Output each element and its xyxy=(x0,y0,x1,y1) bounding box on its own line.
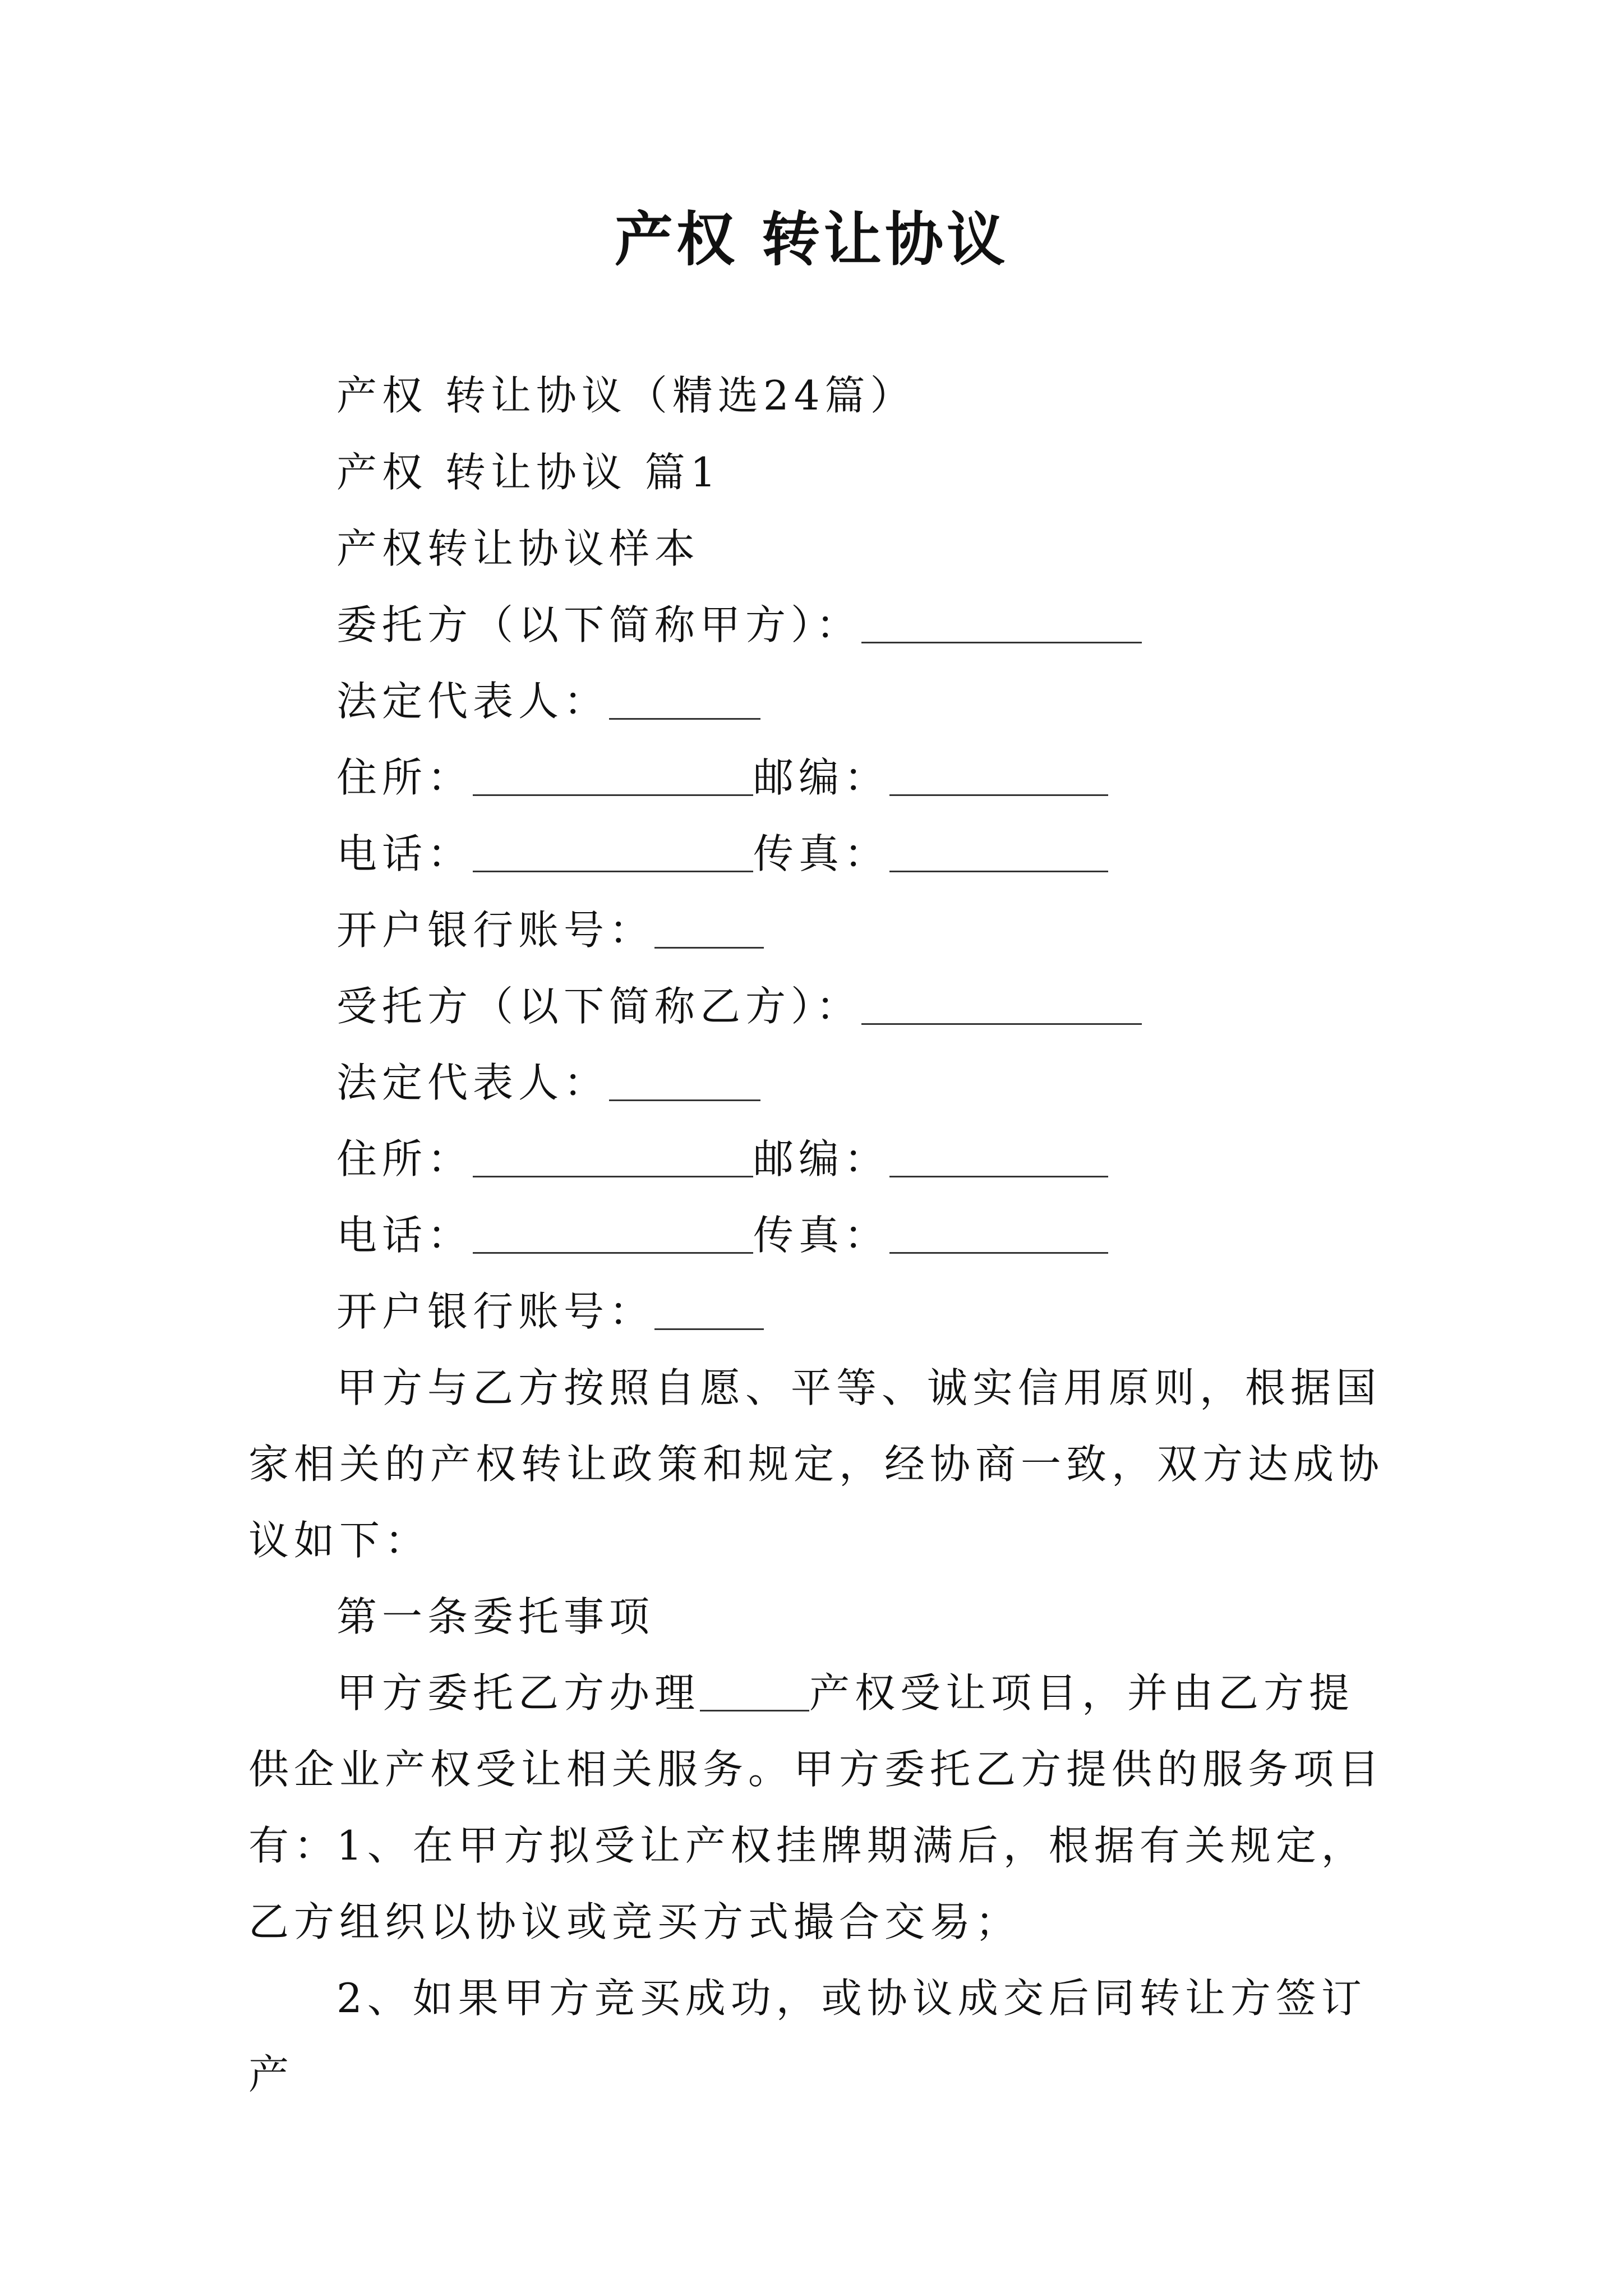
party-a-phone-label: 电话： xyxy=(336,830,473,877)
party-a-rep-blank xyxy=(609,674,760,720)
party-b-rep-blank xyxy=(609,1056,760,1101)
party-b-bank-blank xyxy=(654,1285,764,1330)
party-a-line xyxy=(336,597,1142,653)
party-b-phone-line xyxy=(336,1207,1108,1263)
party-b-bank-line xyxy=(336,1283,764,1340)
chapter-heading: 产权 转让协议 篇1 xyxy=(336,449,721,496)
item-1-paragraph: 1、在甲方拟受让产权挂牌期满后，根据有关规定，乙方组织以协议或竞买方式撮合交易； xyxy=(248,1822,1367,1945)
party-b-line xyxy=(336,978,1142,1034)
party-b-address-label: 住所： xyxy=(336,1135,473,1182)
article-1-text-part2: 产权受让项目，并由乙方提供企业产权受让相关服务。甲方委托乙方提供的服务项目有： xyxy=(248,1669,1385,1869)
party-a-fax-label: 传真： xyxy=(753,830,890,877)
intro-paragraph: 甲方与乙方按照自愿、平等、诚实信用原则，根据国家相关的产权转让政策和规定，经协商一致，双方达成协议如下： xyxy=(248,1364,1385,1564)
party-b-postcode-label: 邮编： xyxy=(753,1135,890,1182)
party-b-fax-label: 传真： xyxy=(753,1212,890,1259)
party-a-address-blank xyxy=(473,751,753,796)
party-a-postcode-blank xyxy=(889,751,1108,796)
party-a-rep-label: 法定代表人： xyxy=(336,678,610,725)
party-a-address-label: 住所： xyxy=(336,754,473,801)
party-b-rep-label: 法定代表人： xyxy=(336,1059,610,1106)
article-1-blank xyxy=(700,1666,809,1711)
party-a-phone-line xyxy=(336,826,1108,882)
party-b-phone-label: 电话： xyxy=(336,1212,473,1259)
party-a-fax-blank xyxy=(889,827,1108,872)
document-title: 产权 转让协议 xyxy=(614,205,1009,274)
party-a-label: 委托方（以下简称甲方）： xyxy=(336,601,862,648)
party-b-blank xyxy=(861,979,1142,1025)
party-b-postcode-blank xyxy=(889,1132,1108,1177)
party-a-bank-label: 开户银行账号： xyxy=(336,907,655,954)
party-b-fax-blank xyxy=(889,1208,1108,1254)
party-a-bank-blank xyxy=(654,903,764,949)
party-a-postcode-label: 邮编： xyxy=(753,754,890,801)
party-a-blank xyxy=(861,598,1142,643)
party-b-phone-blank xyxy=(473,1208,753,1254)
sample-heading: 产权转让协议样本 xyxy=(336,525,700,572)
party-b-address-line xyxy=(336,1131,1108,1187)
party-b-bank-label: 开户银行账号： xyxy=(336,1288,655,1335)
article-1-heading: 第一条委托事项 xyxy=(336,1593,655,1640)
party-b-address-blank xyxy=(473,1132,753,1177)
party-a-bank-line xyxy=(336,902,764,958)
document-subtitle: 产权 转让协议（精选24篇） xyxy=(336,372,916,419)
item-2-paragraph: 2、如果甲方竞买成功，或协议成交后同转让方签订产 xyxy=(248,1975,1367,2098)
party-b-rep-line xyxy=(336,1055,760,1111)
article-1-text-part1: 甲方委托乙方办理 xyxy=(336,1669,700,1717)
party-a-address-line xyxy=(336,749,1108,806)
party-b-label: 受托方（以下简称乙方）： xyxy=(336,983,862,1030)
party-a-rep-line xyxy=(336,673,760,729)
party-a-phone-blank xyxy=(473,827,753,872)
